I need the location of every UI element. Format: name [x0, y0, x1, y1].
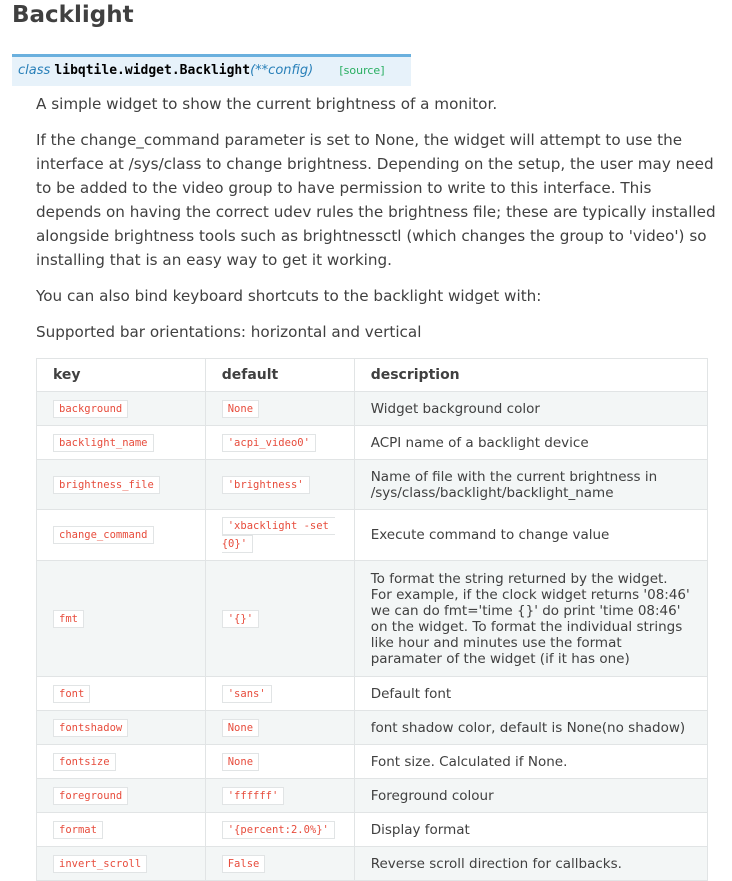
key-code: fontsize: [53, 753, 116, 771]
table-row: [37, 426, 708, 460]
cell-default: [205, 510, 354, 561]
paragraph-change-command: If the change_command parameter is set to None, the widget will attempt to use the interface at /sys/class to change brightness. Depending on the setup, the user may need to be added to the video group to have permission to write to this interface. This depends on having the correct udev rules the brightness file; these are typically installed alongside brightness tools such as brightnessctl (which changes the group to 'video') so installing that is an easy way to get it working.: [36, 131, 716, 269]
class-keyword: class: [18, 63, 51, 78]
table-row: [37, 779, 708, 813]
cell-description: Reverse scroll direction for callbacks.: [354, 847, 707, 881]
cell-description: Name of file with the current brightness in /sys/class/backlight/backlight_name: [354, 460, 707, 510]
cell-description: Execute command to change value: [354, 510, 707, 561]
cell-key: [37, 745, 206, 779]
table-row: [37, 677, 708, 711]
config-table: [36, 358, 708, 881]
default-code: 'brightness': [222, 476, 310, 494]
cell-description: Display format: [354, 813, 707, 847]
cell-description: Default font: [354, 677, 707, 711]
default-code: None: [222, 753, 259, 771]
cell-key: [37, 813, 206, 847]
cell-key: [37, 561, 206, 677]
cell-key: [37, 460, 206, 510]
table-row: [37, 711, 708, 745]
default-code: 'ffffff': [222, 787, 285, 805]
default-code: 'sans': [222, 685, 272, 703]
cell-key: [37, 711, 206, 745]
cell-default: [205, 847, 354, 881]
key-code: invert_scroll: [53, 855, 147, 873]
header-description: description: [354, 359, 707, 392]
key-code: backlight_name: [53, 434, 154, 452]
class-description: [36, 92, 716, 356]
default-code: 'acpi_video0': [222, 434, 316, 452]
cell-description: font shadow color, default is None(no shadow): [354, 711, 707, 745]
table-row: [37, 745, 708, 779]
cell-description: Font size. Calculated if None.: [354, 745, 707, 779]
cell-description: ACPI name of a backlight device: [354, 426, 707, 460]
cell-default: [205, 460, 354, 510]
key-code: change_command: [53, 526, 154, 544]
cell-key: [37, 510, 206, 561]
source-link[interactable]: [source]: [339, 64, 385, 77]
paragraph-summary: A simple widget to show the current brightness of a monitor.: [36, 95, 498, 113]
class-name: libqtile.widget.Backlight: [54, 63, 251, 78]
key-code: fmt: [53, 610, 84, 628]
table-row: [37, 847, 708, 881]
paragraph-orientations: Supported bar orientations: horizontal and vertical: [36, 323, 422, 341]
default-code: None: [222, 719, 259, 737]
cell-default: [205, 392, 354, 426]
table-row: [37, 460, 708, 510]
cell-key: [37, 392, 206, 426]
key-code: brightness_file: [53, 476, 160, 494]
key-code: foreground: [53, 787, 128, 805]
cell-key: [37, 847, 206, 881]
key-code: format: [53, 821, 103, 839]
key-code: font: [53, 685, 90, 703]
table-header-row: [37, 359, 708, 392]
default-code: '{}': [222, 610, 259, 628]
default-code: None: [222, 400, 259, 418]
default-code: '{percent:2.0%}': [222, 821, 335, 839]
default-code: False: [222, 855, 266, 873]
paragraph-shortcuts: You can also bind keyboard shortcuts to the backlight widget with:: [36, 287, 542, 305]
cell-description: Widget background color: [354, 392, 707, 426]
cell-default: [205, 711, 354, 745]
cell-default: [205, 813, 354, 847]
class-signature: [12, 54, 411, 86]
header-default: default: [205, 359, 354, 392]
cell-default: [205, 779, 354, 813]
cell-default: [205, 561, 354, 677]
cell-default: [205, 745, 354, 779]
cell-description: To format the string returned by the widget. For example, if the clock widget returns '08:46' we can do fmt='time {}' do print 'time 08:46' on the widget. To format the individual strings like hour and minutes use the format paramater of the widget (if it has one): [354, 561, 707, 677]
table-row: [37, 813, 708, 847]
cell-key: [37, 779, 206, 813]
key-code: background: [53, 400, 128, 418]
cell-key: [37, 677, 206, 711]
cell-key: [37, 426, 206, 460]
table-row: [37, 510, 708, 561]
cell-default: [205, 677, 354, 711]
page-title: Backlight: [12, 2, 134, 28]
class-params: (**config): [250, 63, 314, 78]
key-code: fontshadow: [53, 719, 128, 737]
header-key: key: [37, 359, 206, 392]
table-row: [37, 392, 708, 426]
default-code: 'xbacklight -set {0}': [222, 517, 335, 553]
table-row: [37, 561, 708, 677]
cell-description: Foreground colour: [354, 779, 707, 813]
cell-default: [205, 426, 354, 460]
